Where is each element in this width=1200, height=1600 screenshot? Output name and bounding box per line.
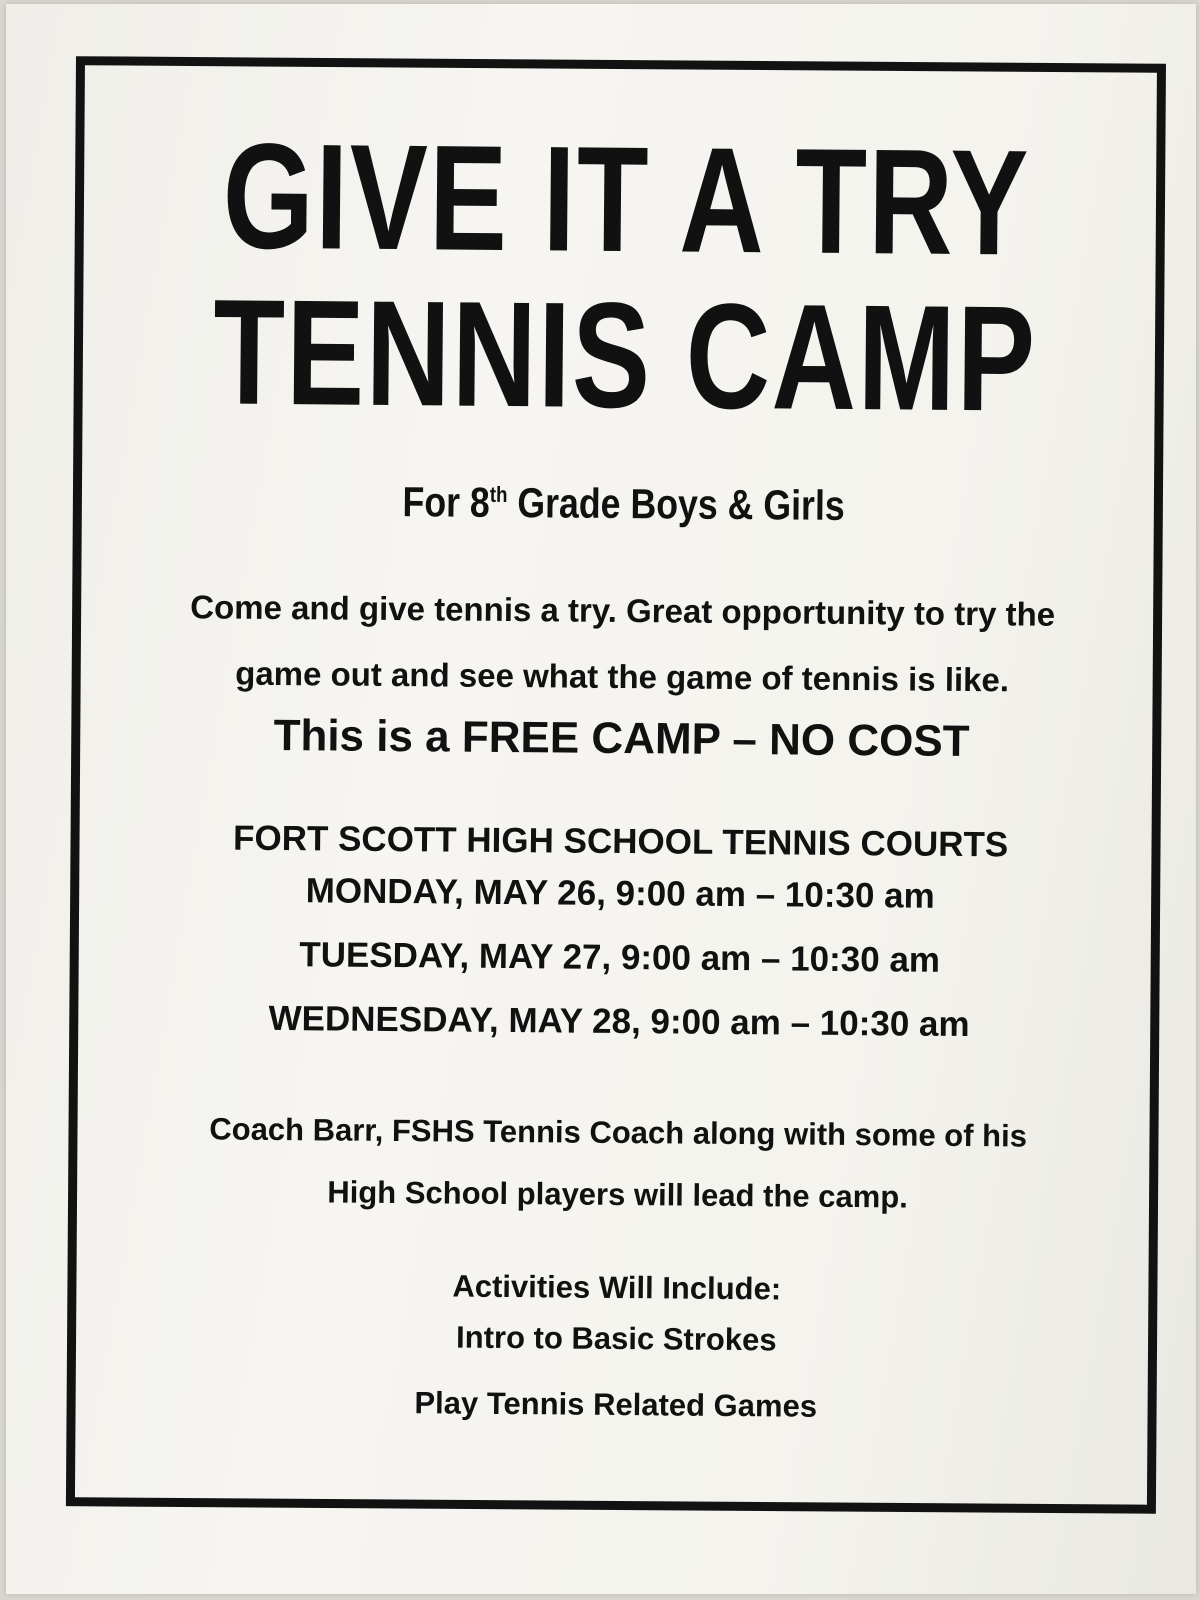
- coach-line-1: Coach Barr, FSHS Tennis Coach along with some of his: [209, 1111, 1028, 1154]
- subhead-prefix: For 8: [402, 478, 490, 526]
- subhead-suffix: Grade Boys & Girls: [507, 478, 845, 529]
- subhead-ordinal: th: [489, 481, 508, 507]
- intro-paragraph: [47, 573, 1198, 715]
- activities-list: [40, 1301, 1191, 1443]
- venue-location: FORT SCOTT HIGH SCHOOL TENNIS COURTS: [232, 818, 1009, 865]
- audience-subheading: [135, 476, 1113, 533]
- free-camp-notice: This is a FREE CAMP – NO COST: [273, 710, 970, 767]
- schedule-item-tuesday: TUESDAY, MAY 27, 9:00 am – 10:30 am: [299, 935, 941, 980]
- coach-line-2: High School players will lead the camp.: [327, 1174, 908, 1215]
- schedule-item-wednesday: WEDNESDAY, MAY 28, 9:00 am – 10:30 am: [268, 998, 970, 1045]
- coach-paragraph: [42, 1097, 1193, 1231]
- activity-item: Play Tennis Related Games: [414, 1385, 818, 1424]
- activity-item: Intro to Basic Strokes: [455, 1319, 777, 1358]
- headline-line-2: TENNIS CAMP: [212, 267, 1038, 443]
- flyer-content: [40, 59, 1200, 1549]
- schedule-item-monday: MONDAY, MAY 26, 9:00 am – 10:30 am: [305, 871, 935, 916]
- headline-line-1: GIVE IT A TRY: [222, 111, 1031, 287]
- schedule-list: [44, 857, 1196, 1059]
- intro-line-1: Come and give tennis a try. Great opportunity to try the: [190, 588, 1056, 633]
- intro-line-2: game out and see what the game of tennis is like.: [235, 654, 1010, 699]
- paper-sheet: [6, 4, 1196, 1594]
- activities-heading: Activities Will Include:: [452, 1268, 782, 1307]
